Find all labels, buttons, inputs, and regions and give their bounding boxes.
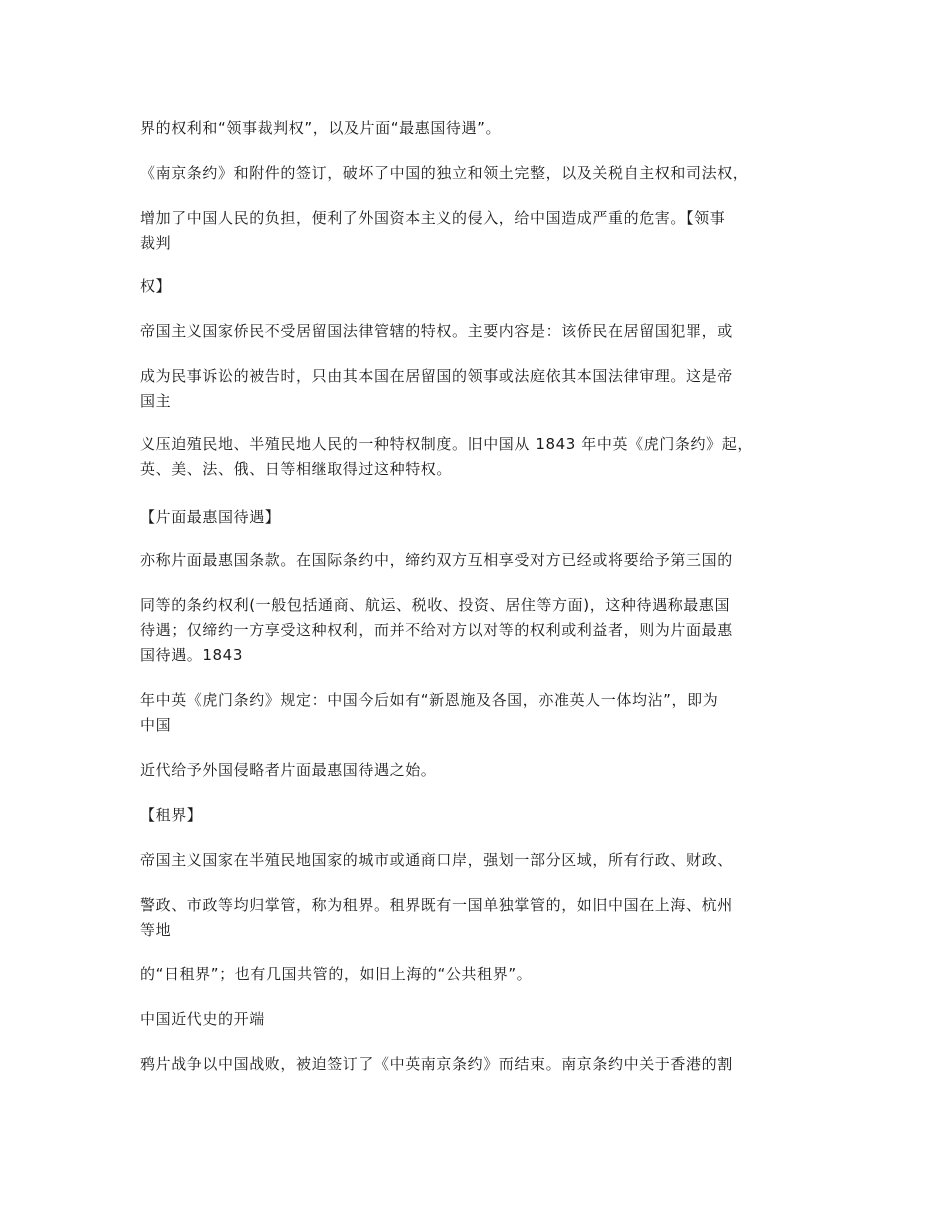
paragraph: 的“日租界”；也有几国共管的，如旧上海的“公共租界”。 <box>140 965 533 983</box>
paragraph: 同等的条约权利(一般包括通商、航运、税收、投资、居住等方面)，这种待遇称最惠国 待遇；仅缔约一方享受这种权利，而并不给对方以对等的权利或利益者，则为片面最惠 国待遇。1843 <box>140 596 733 664</box>
paragraph: 帝国主义国家在半殖民地国家的城市或通商口岸，强划一部分区域，所有行政、财政、 <box>140 851 733 869</box>
paragraph: 增加了中国人民的负担，便利了外国资本主义的侵入，给中国造成严重的危害。【领事 裁判 <box>140 209 726 252</box>
section-heading: 【片面最惠国待遇】 <box>140 508 281 526</box>
paragraph: 义压迫殖民地、半殖民地人民的一种特权制度。旧中国从 1843 年中英《虎门条约》起， 英、美、法、俄、日等相继取得过这种特权。 <box>140 435 753 478</box>
paragraph: 近代给予外国侵略者片面最惠国待遇之始。 <box>140 761 437 779</box>
section-heading: 中国近代史的开端 <box>140 1010 265 1028</box>
paragraph: 《南京条约》和附件的签订，破坏了中国的独立和领土完整，以及关税自主权和司法权， <box>140 164 749 182</box>
paragraph: 帝国主义国家侨民不受居留国法律管辖的特权。主要内容是：该侨民在居留国犯罪，或 <box>140 322 733 340</box>
paragraph: 年中英《虎门条约》规定：中国今后如有“新恩施及各国，亦准英人一体均沾”，即为 中国 <box>140 691 719 734</box>
paragraph: 权】 <box>140 277 172 295</box>
paragraph: 界的权利和“领事裁判权”，以及片面“最惠国待遇”。 <box>140 119 502 137</box>
paragraph: 鸦片战争以中国战败，被迫签订了《中英南京条约》而结束。南京条约中关于香港的割 <box>140 1055 733 1073</box>
paragraph: 成为民事诉讼的被告时，只由其本国在居留国的领事或法庭依其本国法律审理。这是帝 国主 <box>140 367 733 410</box>
section-heading: 【租界】 <box>140 806 203 824</box>
paragraph: 警政、市政等均归掌管，称为租界。租界既有一国单独掌管的，如旧中国在上海、杭州 等地 <box>140 896 733 939</box>
paragraph: 亦称片面最惠国条款。在国际条约中，缔约双方互相享受对方已经或将要给予第三国的 <box>140 551 733 569</box>
